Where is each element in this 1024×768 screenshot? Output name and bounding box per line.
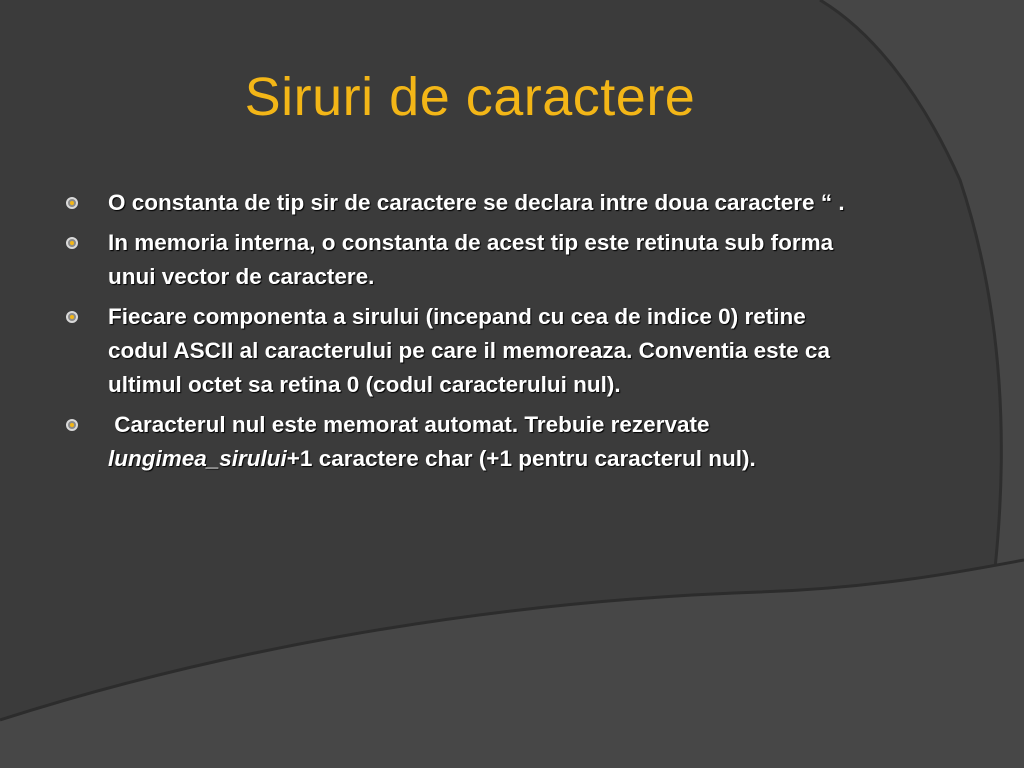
circle-dot-icon <box>66 237 78 249</box>
circle-dot-icon <box>66 311 78 323</box>
bullet-text-part-a: Caracterul nul este memorat automat. Trebuie rezervate <box>108 412 716 437</box>
bullet-item <box>66 226 866 294</box>
bullet-text: In memoria interna, o constanta de acest tip este retinuta sub forma unui vector de caractere. <box>108 230 834 289</box>
bullet-text-emphasis: lungimea_sirului <box>108 446 287 471</box>
bullet-item <box>66 300 866 402</box>
bullet-text: O constanta de tip sir de caractere se declara intre doua caractere “ . <box>108 190 845 215</box>
circle-dot-icon <box>66 197 78 209</box>
circle-dot-icon <box>66 419 78 431</box>
bullet-text-part-b: +1 caractere char (+1 pentru caracterul nul). <box>286 446 756 471</box>
bullet-item <box>66 408 866 476</box>
slide-title: Siruri de caractere <box>244 67 696 127</box>
bullet-item <box>66 186 866 220</box>
bullet-text: Fiecare componenta a sirului (incepand cu cea de indice 0) retine codul ASCII al caracterului pe care il memoreaza. Conventia este ca ultimul octet sa retina 0 (codul caracterului nul). <box>108 304 830 397</box>
bullet-list <box>66 186 866 482</box>
